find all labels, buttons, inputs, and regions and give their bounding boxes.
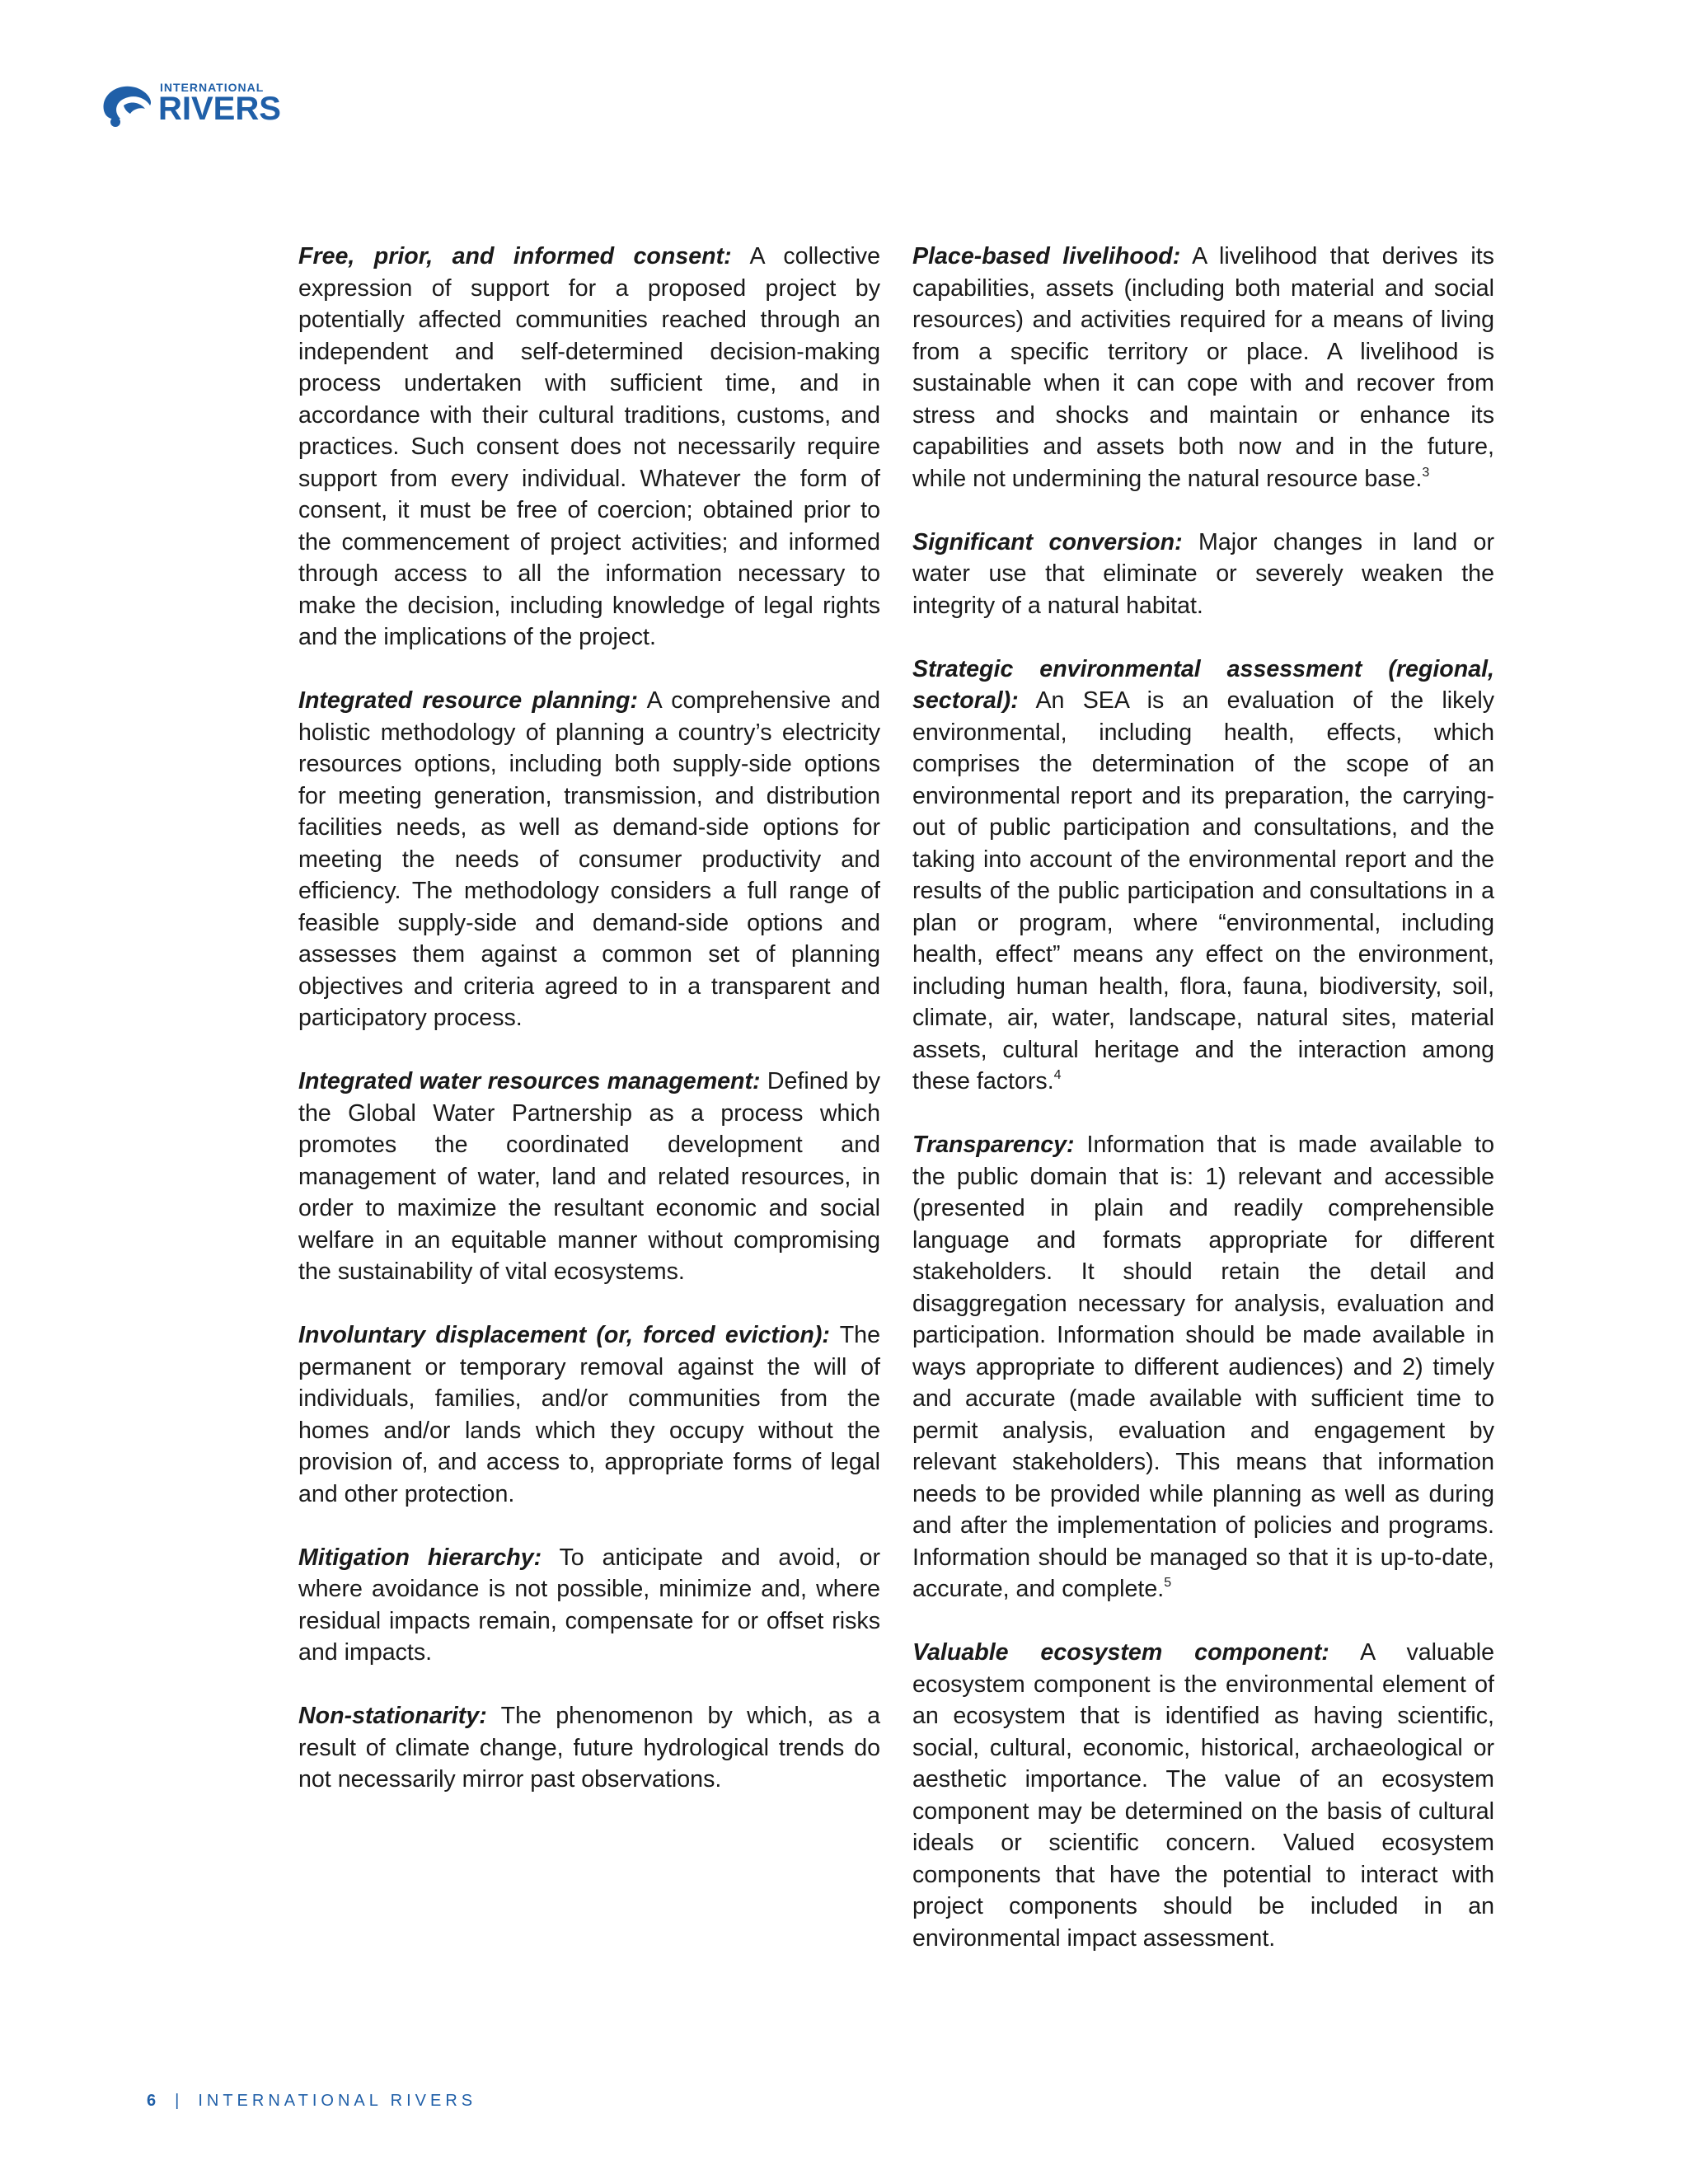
- glossary-left-column: [298, 241, 880, 1827]
- footnote-marker: 5: [1164, 1576, 1172, 1590]
- glossary-term: Transparency:: [912, 1132, 1075, 1158]
- glossary-definition: An SEA is an evaluation of the likely environmental, including health, effects, which comprises the determination of the scope of an environmental report and its preparation, the carrying-out of public participation and consultations, and the taking into account of the environmental report and the results of the public participation and consultations in a plan or program, where “environmental, including health, effect” means any effect on the environment, including human health, flora, fauna, biodiversity, soil, climate, air, water, landscape, natural sites, material assets, cultural heritage and the interaction among these factors.: [912, 687, 1495, 1094]
- glossary-entry: [912, 527, 1494, 622]
- footnote-marker: 4: [1053, 1068, 1062, 1082]
- glossary-entry: [912, 1637, 1494, 1954]
- page-number: 6: [147, 2092, 161, 2110]
- footnote-marker: 3: [1422, 465, 1430, 480]
- glossary-definition: Information that is made available to the public domain that is: 1) relevant and accessible (presented in plain and readily comprehensible language and formats appropriate for different stakeholders. It should retain the detail and disaggregation necessary for analysis, evaluation and participation. Information should be made available in ways appropriate to different audiences) and 2) timely and accurate (made available with sufficient time to permit analysis, evaluation and engagement by relevant stakeholders). This means that information needs to be provided while planning as well as during and after the implementation of policies and programs. Information should be managed so that it is up-to-date, accurate, and complete.: [912, 1132, 1495, 1602]
- glossary-term: Integrated resource planning:: [298, 687, 638, 714]
- glossary-definition: Major changes in land or water use that eliminate or severely weaken the integrity of a natural habitat.: [912, 528, 1494, 619]
- glossary-definition: To anticipate and avoid, or where avoidance is not possible, minimize and, where residual impacts remain, compensate for or offset risks and impacts.: [298, 1544, 880, 1666]
- glossary-term: Free, prior, and informed consent:: [298, 243, 732, 269]
- glossary-definition: A collective expression of support for a proposed project by potentially affected communities reached through an independent and self-determined decision-making process undertaken with sufficient time, and in accordance with their cultural traditions, customs, and practices. Such consent does not necessarily require support from every individual. Whatever the form of consent, it must be free of coercion; obtained prior to the commencement of project activities; and informed through access to all the information necessary to make the decision, including knowledge of legal rights and the implications of the project.: [298, 243, 880, 650]
- page-footer: [147, 2092, 476, 2111]
- glossary-entry: [298, 685, 880, 1034]
- glossary-entry: [912, 654, 1494, 1098]
- glossary-term: Valuable ecosystem component:: [912, 1639, 1329, 1666]
- glossary-definition: A comprehensive and holistic methodology of planning a country’s electricity resources options, including both supply-side options for meeting generation, transmission, and distribution facilities needs, as well as demand-side options for meeting the needs of consumer productivity and efficiency. The methodology considers a full range of feasible supply-side and demand-side options and assesses them against a common set of planning objectives and criteria agreed to in a transparent and participatory process.: [298, 687, 880, 1031]
- glossary-entry: [298, 241, 880, 654]
- footer-separator: |: [175, 2092, 184, 2110]
- glossary-entry: [912, 1129, 1494, 1605]
- glossary-term: Integrated water resources management:: [298, 1068, 761, 1094]
- glossary-definition: Defined by the Global Water Partnership as a process which promotes the coordinated development and management of water, land and related resources, in order to maximize the resultant economic and social welfare in an equitable manner without compromising the sustainability of vital ecosystems.: [298, 1068, 880, 1285]
- logo-big-text: RIVERS: [158, 91, 281, 127]
- glossary-definition: The permanent or temporary removal against the will of individuals, families, and/or communities from the homes and/or lands which they occupy without the provision of, and access to, appropriate forms of legal and other protection.: [298, 1322, 880, 1507]
- glossary-entry: [298, 1319, 880, 1510]
- glossary-definition: A livelihood that derives its capabilities, assets (including both material and social resources) and activities required for a means of living from a specific territory or place. A livelihood is sustainable when it can cope with and recover from stress and shocks and maintain or enhance its capabilities and assets both now and in the future, while not undermining the natural resource base.: [912, 243, 1494, 492]
- glossary-term: Significant conversion:: [912, 528, 1183, 555]
- glossary-definition: The phenomenon by which, as a result of climate change, future hydrological trends do not necessarily mirror past observations.: [298, 1703, 880, 1793]
- river-swirl-icon: [99, 81, 155, 130]
- glossary-right-column: [912, 241, 1494, 1986]
- glossary-term: Strategic environmental assessment (regional, sectoral):: [912, 655, 1494, 714]
- glossary-entry: [298, 1700, 880, 1796]
- glossary-term: Involuntary displacement (or, forced eviction):: [298, 1322, 830, 1348]
- glossary-term: Mitigation hierarchy:: [298, 1544, 542, 1571]
- international-rivers-logo: [99, 77, 281, 135]
- logo-small-text: INTERNATIONAL: [160, 81, 265, 94]
- glossary-entry: [298, 1066, 880, 1288]
- glossary-entry: [298, 1542, 880, 1669]
- footer-org-name: INTERNATIONAL RIVERS: [198, 2092, 477, 2110]
- glossary-entry: [912, 241, 1494, 494]
- glossary-term: Non-stationarity:: [298, 1703, 487, 1729]
- glossary-definition: A valuable ecosystem component is the environmental element of an ecosystem that is identified as having scientific, social, cultural, economic, historical, archaeological or aesthetic importance. The value of an ecosystem component may be determined on the basis of cultural ideals or scientific concern. Valued ecosystem components that have the potential to interact with project components should be included in an environmental impact assessment.: [912, 1639, 1494, 1952]
- glossary-term: Place-based livelihood:: [912, 243, 1181, 269]
